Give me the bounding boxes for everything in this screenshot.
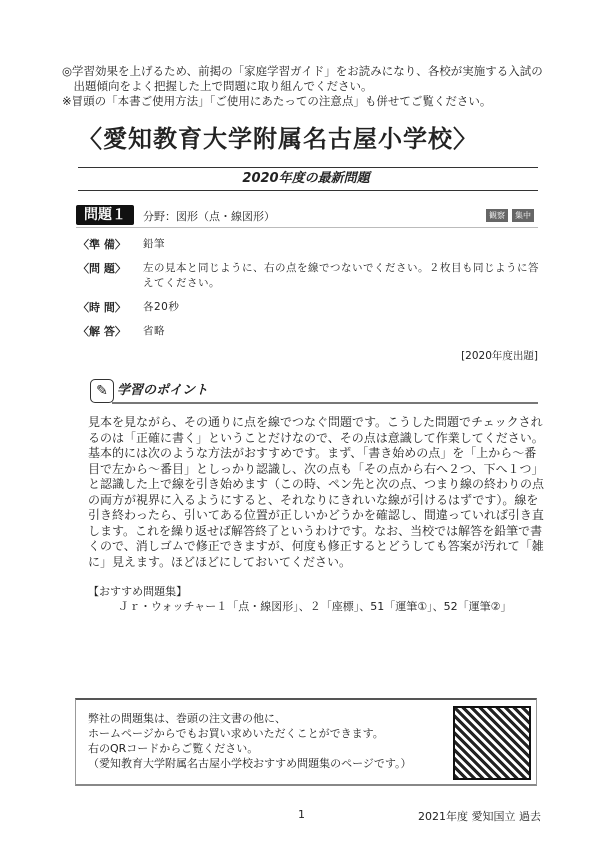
info-box [75, 698, 537, 786]
question-row [78, 324, 540, 339]
row-label: 〈準 備〉 [78, 238, 126, 251]
row-label: 〈時 間〉 [78, 301, 126, 314]
intro-note [62, 64, 562, 109]
box-line: （愛知教育大学附属名古屋小学校おすすめ問題集のページです。） [88, 757, 412, 770]
question-row [78, 237, 540, 252]
row-label: 〈問 題〉 [78, 262, 126, 275]
year-label: [2020年度出題] [461, 350, 538, 362]
page-number: 1 [298, 808, 305, 821]
tag: 集中 [512, 209, 534, 222]
point-title: 学習のポイント [117, 383, 209, 398]
school-title: 〈愛知教育大学附属名古屋小学校〉 [78, 125, 478, 153]
divider [112, 402, 538, 404]
question-field: 分野：図形（点・線図形） [143, 210, 275, 223]
row-value: 省略 [143, 325, 165, 337]
tag: 観察 [486, 209, 508, 222]
note-line: 出題傾向をよく把握した上で問題に取り組んでください。 [62, 79, 373, 93]
point-body: 見本を見ながら、その通りに点を線でつなぐ問題です。こうした問題でチェックされるのは「正確に書く」ということだけなので、その点は意識して作業してください。基本的には次のような方法がおすすめです。まず、「書き始めの点」を「上から～番目で左から～番目」としっかり認識し、次の点も「その点から右へ２つ、下へ１つ」と認識した上で線を引き始めます（この時、ペン先と次の点、つまり線の終わりの点の両方が視界に入るようにすると、それなりにきれいな線が引けるはずです）。線を引き終わったら、引いてある位置が正しいかどうかを確認し、間違っていれば引き直します。これを繰り返せば解答終了というわけです。なお、当校では解答を鉛筆で書くので、消しゴムで修正できますが、何度も修正するとどうしても答案が汚れて「雑に」見えます。ほどほどにしておいてください。 [88, 415, 545, 569]
info-box-text [88, 711, 443, 771]
qr-code-icon[interactable] [453, 706, 531, 780]
recommended-heading: 【おすすめ問題集】 [88, 585, 188, 598]
point-header [90, 379, 538, 405]
row-value: 左の見本と同じように、右の点を線でつないでください。２枚目も同じように答えてください。 [143, 262, 539, 289]
note-line: ◎学習効果を上げるため、前掲の「家庭学習ガイド」をお読みになり、各校が実施する入試の [62, 64, 543, 78]
pencil-icon: ✎ [90, 379, 114, 403]
footer-label: 2021年度 愛知国立 過去 [418, 810, 541, 823]
row-value: 鉛筆 [143, 238, 165, 250]
note-line: ※冒頭の「本書ご使用方法」「ご使用にあたっての注意点」も併せてご覧ください。 [62, 94, 492, 108]
question-header [76, 205, 538, 228]
row-label: 〈解 答〉 [78, 325, 126, 338]
recommended-books: Ｊｒ・ウォッチャー１「点・線図形」、２「座標」、51「運筆①」、52「運筆②」 [118, 600, 512, 613]
question-row [78, 300, 540, 315]
divider [78, 190, 538, 191]
box-line: ホームページからでもお買い求めいただくことができます。 [88, 727, 384, 740]
question-row [78, 261, 540, 291]
section-subtitle: 2020年度の最新問題 [242, 171, 370, 186]
box-line: 弊社の問題集は、巻頭の注文書の他に、 [88, 712, 286, 725]
box-line: 右のQRコードからご覧ください。 [88, 742, 259, 755]
row-value: 各20秒 [143, 301, 180, 313]
question-badge: 問題１ [76, 205, 134, 225]
